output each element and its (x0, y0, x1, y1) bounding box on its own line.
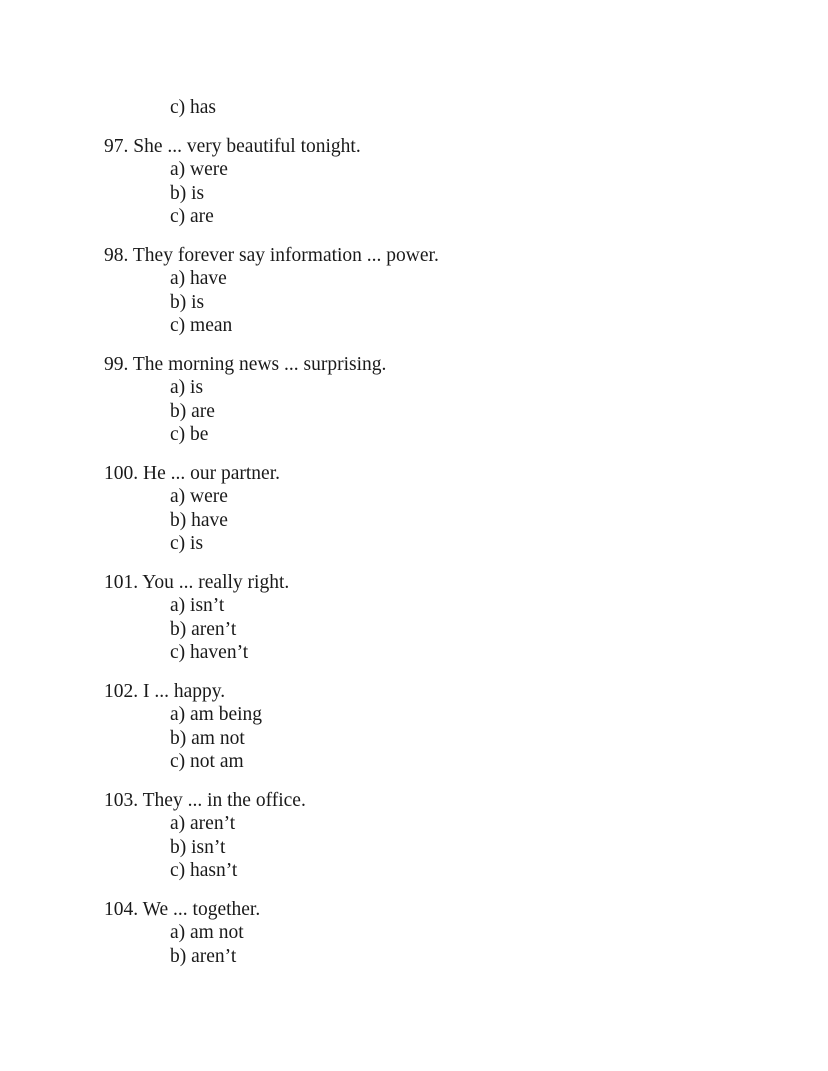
answer-option[interactable]: a) is (170, 377, 204, 398)
question-prompt: 103. They ... in the office. (104, 789, 306, 811)
answer-option[interactable]: b) is (170, 291, 205, 313)
answer-option[interactable]: c) is (170, 533, 204, 554)
question-prompt: 101. You ... really right. (104, 571, 290, 593)
answer-option[interactable]: c) be (170, 424, 209, 445)
answer-option[interactable]: a) have (170, 268, 227, 289)
answer-option[interactable]: a) am being (170, 704, 263, 725)
answer-option[interactable]: b) have (170, 509, 228, 531)
answer-option[interactable]: b) isn’t (170, 836, 226, 858)
answer-option[interactable]: b) am not (170, 727, 245, 749)
answer-option[interactable]: a) am not (170, 922, 244, 943)
question-block (104, 680, 724, 774)
answer-option[interactable]: b) are (170, 400, 215, 422)
answer-option[interactable]: a) aren’t (170, 813, 236, 834)
question-prompt: 100. He ... our partner. (104, 462, 280, 484)
answer-option[interactable]: c) are (170, 206, 214, 227)
answer-option[interactable]: a) isn’t (170, 595, 225, 616)
question-block (104, 789, 724, 883)
question-block (104, 353, 724, 447)
continued-option-from-previous-page: c) has (170, 97, 217, 118)
question-block (104, 244, 724, 338)
question-list (104, 135, 724, 969)
answer-option[interactable]: b) is (170, 182, 205, 204)
question-block (104, 898, 724, 969)
answer-option[interactable]: c) mean (170, 315, 233, 336)
answer-option[interactable]: b) aren’t (170, 945, 237, 967)
answer-option[interactable]: c) haven’t (170, 642, 249, 663)
answer-option[interactable]: a) were (170, 486, 228, 507)
question-block (104, 135, 724, 229)
document-content (104, 96, 724, 968)
answer-option[interactable]: b) aren’t (170, 618, 237, 640)
question-prompt: 104. We ... together. (104, 898, 261, 920)
question-block (104, 462, 724, 556)
answer-option[interactable]: c) hasn’t (170, 860, 238, 881)
question-prompt: 102. I ... happy. (104, 680, 226, 702)
question-prompt: 97. She ... very beautiful tonight. (104, 135, 361, 157)
answer-option[interactable]: a) were (170, 159, 228, 180)
question-block (104, 571, 724, 665)
answer-option[interactable]: c) not am (170, 751, 244, 772)
question-prompt: 98. They forever say information ... power. (104, 244, 439, 266)
question-prompt: 99. The morning news ... surprising. (104, 353, 387, 375)
